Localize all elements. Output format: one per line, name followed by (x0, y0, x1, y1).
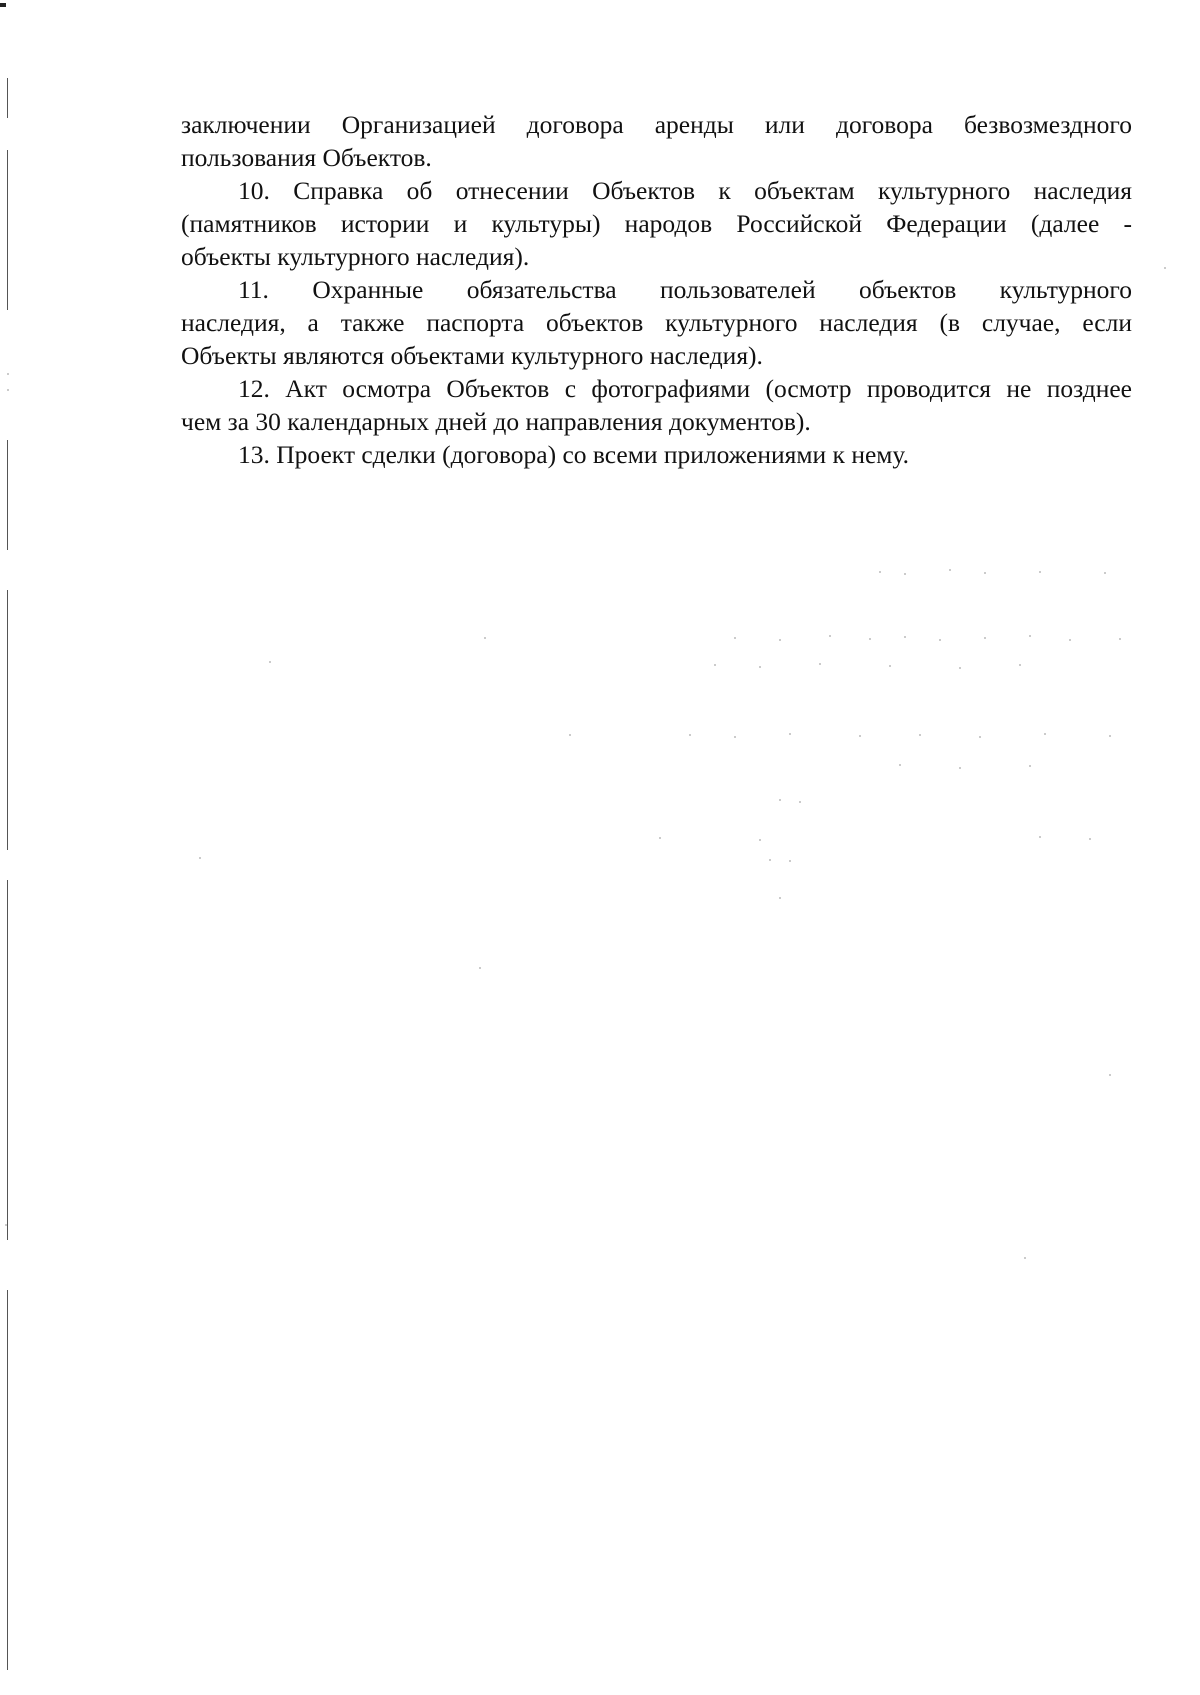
text-line: заключении Организацией договора аренды или договора безвозмездного (181, 110, 1132, 139)
text-line: Объекты являются объектами культурного наследия). (181, 341, 763, 370)
text-line: пользования Объектов. (181, 143, 432, 172)
text-line: 11. Охранные обязательства пользователей объектов культурного (238, 275, 1132, 304)
text-line: 12. Акт осмотра Объектов с фотографиями (осмотр проводится не позднее (238, 374, 1132, 403)
scan-margin-line-3 (7, 440, 8, 550)
text-line: чем за 30 календарных дней до направления документов). (181, 407, 811, 436)
text-line: объекты культурного наследия). (181, 242, 530, 271)
document-body (181, 108, 1132, 471)
scan-artifact-mark (0, 3, 6, 7)
paragraph-item-12 (181, 372, 1132, 438)
scan-margin-line-4 (7, 590, 8, 850)
paragraph-item-13 (181, 438, 1132, 471)
paragraph-continuation (181, 108, 1132, 174)
paragraph-item-10 (181, 174, 1132, 273)
paragraph-item-11 (181, 273, 1132, 372)
text-line: 10. Справка об отнесении Объектов к объектам культурного наследия (238, 176, 1132, 205)
scan-margin-line-6 (7, 1290, 8, 1670)
text-line: 13. Проект сделки (договора) со всеми приложениями к нему. (238, 440, 909, 469)
scan-margin-line-1 (7, 78, 8, 118)
scan-margin-line-2 (7, 150, 8, 310)
text-line: наследия, а также паспорта объектов культурного наследия (в случае, если (181, 308, 1132, 337)
scan-margin-line-5 (7, 880, 8, 1240)
text-line: (памятников истории и культуры) народов Российской Федерации (далее - (181, 209, 1132, 238)
